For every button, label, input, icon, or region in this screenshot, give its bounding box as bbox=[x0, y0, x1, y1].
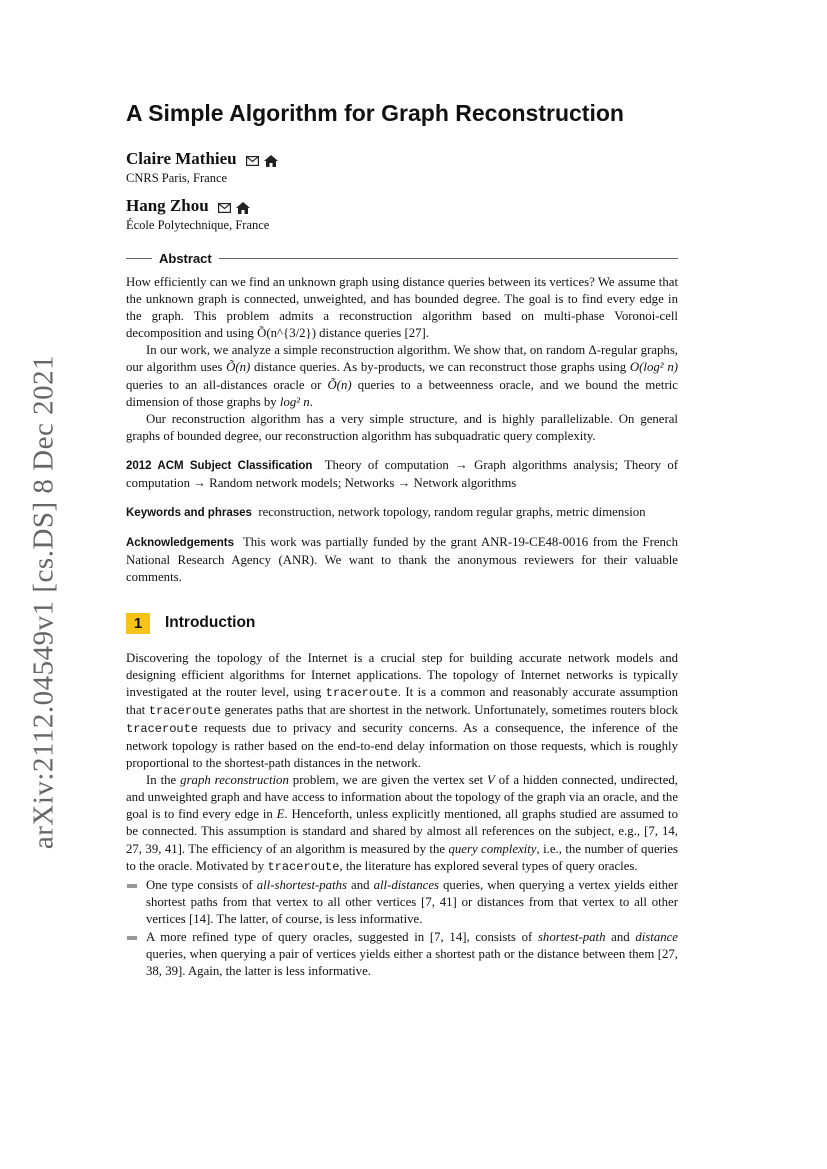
abstract-paragraph-3: Our reconstruction algorithm has a very simple structure, and is highly parallelizable. On general graphs of bounded degree, our reconstruction algorithm has subquadratic query complexity. bbox=[126, 411, 678, 443]
intro-paragraph-2: In the graph reconstruction problem, we are given the vertex set V of a hidden connected, undirected, and unweighted graph and have access to information about the topology of the graph via an oracle, and the goal is to find every edge in E. Henceforth, unless explicitly mentioned, all graphs studied are assumed to be connected. This assumption is standard and shared by almost all references on the subject, e.g., [7, 14, 27, 39, 41]. The efficiency of an algorithm is measured by the query complexity, i.e., the number of queries to the oracle. Motivated by traceroute, the literature has explored several types of query oracles. bbox=[126, 773, 679, 874]
bullet-icon bbox=[127, 884, 137, 888]
section-number: 1 bbox=[126, 613, 150, 634]
abstract-heading-rule bbox=[126, 251, 678, 266]
author-name: Claire Mathieu bbox=[126, 149, 237, 168]
acm-classification: 2012 ACM Subject Classification Theory of computation → Graph algorithms analysis; Theory of computation → Random network models; Networks → Network algorithms bbox=[126, 457, 678, 491]
acknowledgements: Acknowledgements This work was partially funded by the grant ANR-19-CE48-0016 from the French National Research Agency (ANR). We want to thank the anonymous reviewers for their valuable comments. bbox=[126, 535, 678, 585]
list-item: A more refined type of query oracles, suggested in [7, 14], consists of shortest-path and distance queries, when querying a pair of vertices yields either a shortest path or the distance between them [27, 38, 39]. Again, the latter is less informative. bbox=[126, 929, 678, 980]
list-item: One type consists of all-shortest-paths and all-distances queries, when querying a vertex yields either shortest paths from that vertex to all other vertices [7, 41] or distances from that vertex to all other vertices [14]. The latter, of course, is less informative. bbox=[126, 877, 678, 928]
author-affiliation: CNRS Paris, France bbox=[126, 171, 228, 185]
email-icon[interactable] bbox=[218, 203, 231, 213]
home-icon[interactable] bbox=[236, 202, 250, 214]
intro-paragraph-1: Discovering the topology of the Internet is a crucial step for building accurate network models and designing efficient algorithms for Internet applications. The topology of Internet networks is typically investigated at the router level, using traceroute. It is a common and reasonably accurate assumption that traceroute generates paths that are shortest in the network. Unfortunately, sometimes routers block traceroute requests due to privacy and security concerns. As a consequence, the inference of the network topology is rather based on the end-to-end delay information on those requests, which is roughly proportional to the shortest-path distances in the network. bbox=[126, 650, 678, 771]
author-block-2 bbox=[126, 196, 678, 233]
paper-page bbox=[126, 100, 678, 980]
abstract-paragraph-2: In our work, we analyze a simple reconstruction algorithm. We show that, on random Δ-regular graphs, our algorithm uses Õ(n) distance queries. As by-products, we can reconstruct those graphs using O(log² n) queries to an all-distances oracle or Õ(n) queries to a betweenness oracle, and we bound the metric dimension of those graphs by log² n. bbox=[126, 343, 678, 409]
email-icon[interactable] bbox=[246, 156, 259, 166]
abstract-heading: Abstract bbox=[159, 251, 212, 266]
keywords: Keywords and phrases reconstruction, network topology, random regular graphs, metric dimension bbox=[126, 505, 646, 520]
section-heading bbox=[126, 613, 678, 634]
section-title: Introduction bbox=[165, 614, 256, 631]
author-name: Hang Zhou bbox=[126, 196, 209, 215]
author-block-1 bbox=[126, 149, 678, 186]
arxiv-id-text: arXiv:2112.04549v1 [cs.DS] 8 Dec 2021 bbox=[27, 354, 60, 850]
bullet-icon bbox=[127, 936, 137, 940]
paper-title: A Simple Algorithm for Graph Reconstruction bbox=[126, 100, 624, 126]
author-affiliation: École Polytechnique, France bbox=[126, 218, 270, 232]
arxiv-side-stamp bbox=[24, 354, 64, 850]
abstract-paragraph-1: How efficiently can we find an unknown graph using distance queries between its vertices? We assume that the unknown graph is connected, unweighted, and has bounded degree. The goal is to find every edge in the graph. This problem admits a reconstruction algorithm based on multi-phase Voronoi-cell decomposition and using Õ(n^{3/2}) distance queries [27]. bbox=[126, 275, 678, 341]
home-icon[interactable] bbox=[264, 155, 278, 167]
oracle-types-list bbox=[126, 877, 678, 981]
